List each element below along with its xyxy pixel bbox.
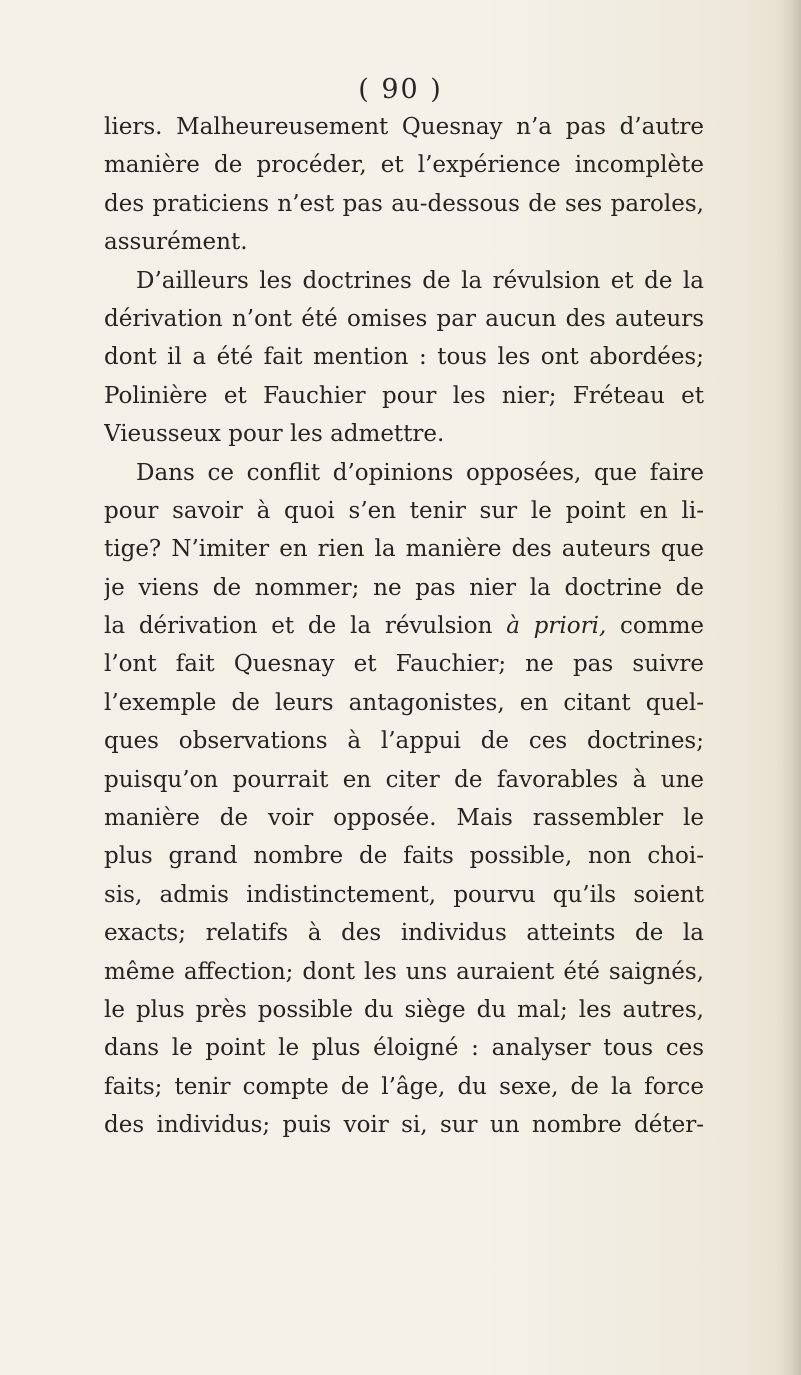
italic-phrase: à priori, (506, 613, 607, 640)
text-line: Polinière et Fauchier pour les nier; Fréteau et (104, 382, 704, 409)
text-segment: comme (606, 613, 704, 640)
body-text (104, 108, 704, 1145)
text-line: ques observations à l’appui de ces doctrines; (104, 728, 704, 755)
text-line: dont il a été fait mention : tous les ont abordées; (104, 344, 704, 371)
text-line: l’ont fait Quesnay et Fauchier; ne pas suivre (104, 651, 704, 678)
text-line: plus grand nombre de faits possible, non choi- (104, 843, 704, 870)
text-line: faits; tenir compte de l’âge, du sexe, de la force (104, 1073, 704, 1100)
text-line: puisqu’on pourrait en citer de favorables à une (104, 766, 704, 793)
text-line: D’ailleurs les doctrines de la révulsion et de la (136, 267, 704, 294)
text-segment: la dérivation et de la révulsion (104, 613, 507, 640)
text-line: manière de procéder, et l’expérience incomplète (104, 152, 704, 179)
text-line: dérivation n’ont été omises par aucun des auteurs (104, 305, 704, 332)
text-line: même affection; dont les uns auraient été saignés, (104, 958, 704, 985)
text-line: assurément. (104, 229, 248, 256)
text-line: manière de voir opposée. Mais rassembler le (104, 805, 704, 832)
text-line: exacts; relatifs à des individus atteints de la (104, 920, 704, 947)
text-line: le plus près possible du siège du mal; les autres, (104, 996, 704, 1023)
text-line: dans le point le plus éloigné : analyser tous ces (104, 1035, 704, 1062)
text-line: tige? N’imiter en rien la manière des auteurs que (104, 536, 704, 563)
text-line: des praticiens n’est pas au-dessous de ses paroles, (104, 190, 704, 217)
text-line: l’exemple de leurs antagonistes, en citant quel- (104, 689, 704, 716)
text-line: Dans ce conflit d’opinions opposées, que faire (136, 459, 704, 486)
text-line: des individus; puis voir si, sur un nombre déter- (104, 1112, 704, 1139)
text-line-with-italic (104, 607, 704, 645)
text-line: je viens de nommer; ne pas nier la doctrine de (104, 574, 704, 601)
text-line: sis, admis indistinctement, pourvu qu’ils soient (104, 881, 704, 908)
page-edge-shadow (775, 0, 801, 1375)
text-line: liers. Malheureusement Quesnay n’a pas d’autre (104, 114, 704, 140)
text-line: Vieusseux pour les admettre. (104, 421, 445, 448)
page-number: ( 90 ) (358, 74, 443, 105)
text-line: pour savoir à quoi s’en tenir sur le point en li- (104, 497, 704, 524)
